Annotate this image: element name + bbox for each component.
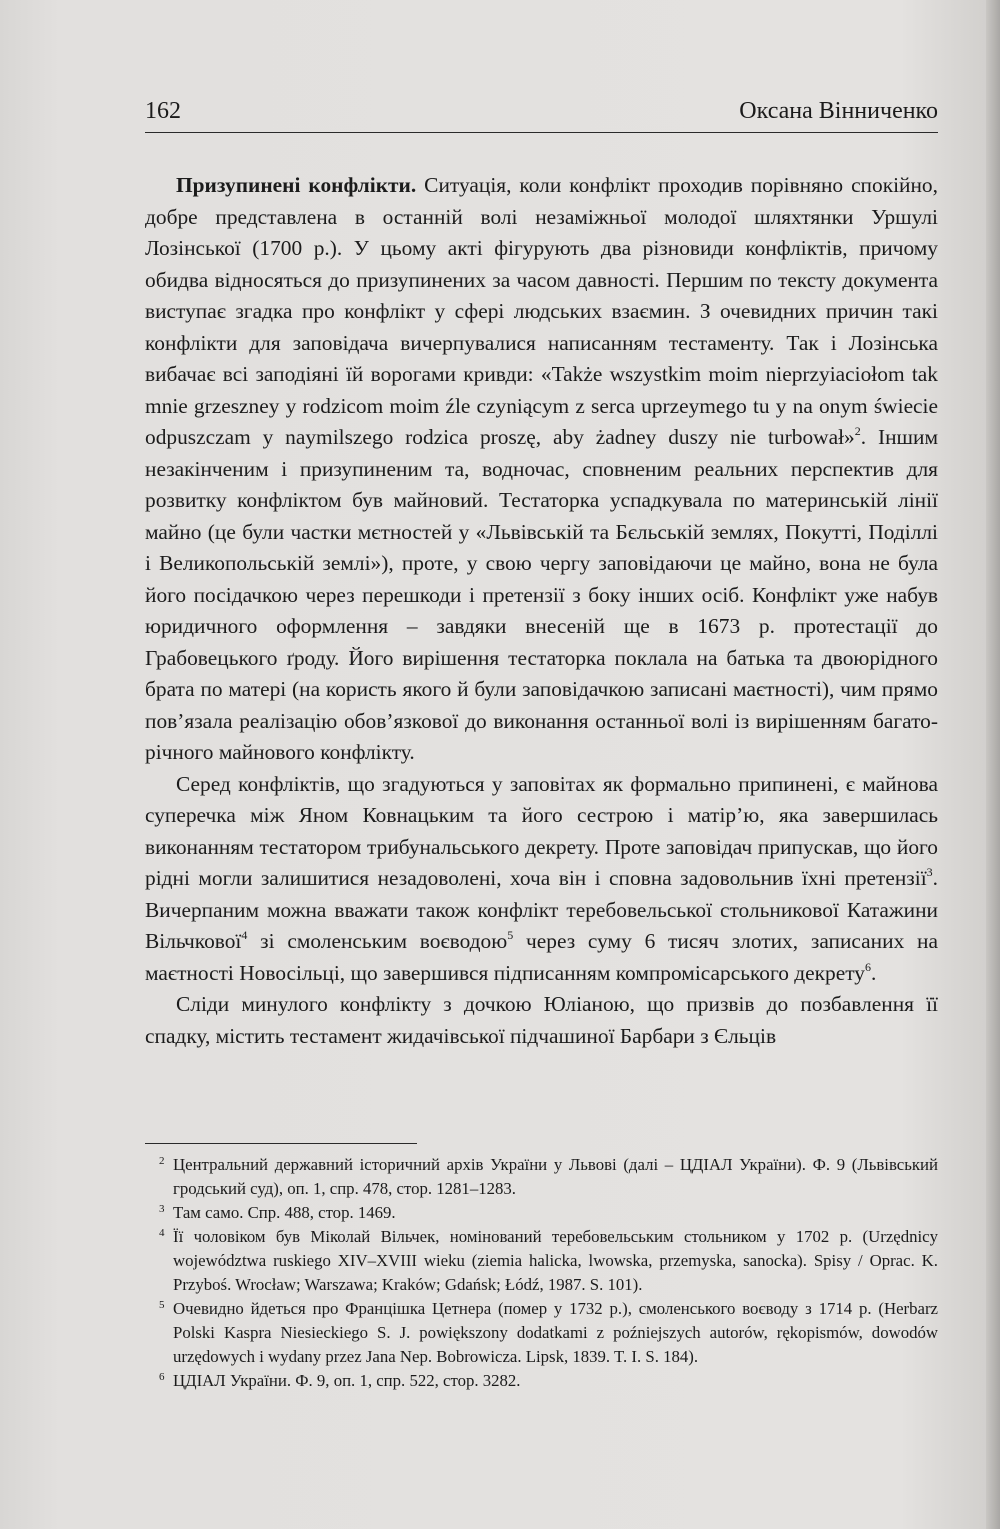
footnote-text: ЦДІАЛ України. Ф. 9, оп. 1, спр. 522, стор. 3282. (173, 1371, 521, 1390)
footnote (145, 1153, 938, 1201)
footnote (145, 1201, 938, 1225)
running-head: Оксана Вінниченко (739, 98, 938, 124)
page-edge-shadow (986, 0, 1000, 1529)
footnote-ref[interactable]: 4 (241, 928, 248, 942)
footnote-text: Її чоловіком був Міколай Вільчек, номінований теребовельським стольником у 1702 р. (Urzędnicy województwa ruskiego XIV–XVIII wieku (ziemia halicka, lwowska, przemyska, sanocka). Spisy / Oprac. K. Przyboś. Wrocław; Warszawa; Kraków; Gdańsk; Łódź, 1987. S. 101). (173, 1227, 938, 1294)
footnote-ref[interactable]: 6 (864, 959, 871, 974)
footnote-number: 5 (159, 1299, 165, 1311)
paragraph-text: зі смоленським воєводою (247, 929, 508, 953)
footnote-divider (145, 1143, 417, 1144)
paragraph-text: . Іншим незакінченим і призупиненим та, водночас, сповненим реальних перспектив для розвитку конфліктом був майновий. Тестаторка успадкувала по материнській лінії майно (це були частки мєтностей у «Львівській та Бєльській землях, Покутті, Поділлі і Великопольській землі»), проте, у свою чергу заповідаючи це майно, вона не була його посідачкою через перешкоди і претензії з боку інших осіб. Конфлікт уже набув юридичного оформлення – завдяки внесеній ще в 1673 р. протестації до Грабовецького ґроду. Його вирішення тестаторка поклала на батька та двоюрідного брата по матері (на користь якого й були заповідачкою записані маєтності), чим прямо пов’язала реалізацію обов’язкової до виконання останньої волі із вирішенням багаторічного майнового конфлікту. (145, 425, 938, 764)
footnote-number: 6 (159, 1371, 165, 1383)
paragraph-text: Сліди минулого конфлікту з дочкою Юліаною, що призвів до позбавлення її спадку, містить тестамент жидачівської підчашиної Барбари з Єльців (145, 992, 938, 1048)
footnote (145, 1225, 938, 1297)
footnote-number: 4 (159, 1227, 165, 1239)
footnote-number: 3 (159, 1203, 165, 1215)
paragraph (145, 769, 938, 990)
footnote-text: Там само. Спр. 488, стор. 1469. (173, 1203, 396, 1222)
footnote (145, 1297, 938, 1369)
paragraph-text: Ситуація, коли конфлікт проходив порівняно спокійно, добре представлена в останній волі незаміжньої молодої шляхтянки Уршулі Лозінської (1700 р.). У цьому акті фігурують два різновиди конфліктів, причому обидва відносяться до призупинених за часом давності. Першим по тексту документа виступає згадка про конфлікт у сфері людських взаємин. З очевидних причин такі конфлікти для заповідача вичерпувалися написанням тестаменту. Так і Лозінська вибачає всі заподіяні їй ворогами кривди: «Także wszystkim moim nieprzyiaciołom tak mnie grzeszney y rodzicom moim źle czyniącym z serca uprzeymego tu y na onym świecie odpuszczam y naymilszego rodzica proszę, aby żadney duszy nie turbował» (145, 173, 938, 449)
footnote-ref[interactable]: 5 (507, 928, 514, 942)
main-text (145, 170, 938, 1052)
footnote (145, 1369, 938, 1393)
paragraph (145, 989, 938, 1052)
footnote-ref[interactable]: 3 (926, 865, 933, 879)
paragraph-text: через суму 6 тисяч злотих, записаних на маєтності Новосільці, що завершився підписанням компромісарського декрету (145, 929, 938, 985)
page-header (145, 98, 938, 133)
footnote-text: Очевидно йдеться про Францішка Цетнера (помер у 1732 р.), смоленського воєводу з 1714 р. (Herbarz Polski Kaspra Niesieckiego S. J. powiększony dodatkami z poźniejszych autorów, rękopismów, dowodów urzędowych i wydany przez Jana Nep. Bobrowicza. Lipsk, 1839. T. I. S. 184). (173, 1299, 938, 1366)
section-title: Призупинені конфлікти. (176, 173, 417, 197)
paragraph-text: . Вичерпаним можна вважати також конфлікт теребовельської стольникової Катажини Вільчкової (145, 866, 938, 953)
footnotes (145, 1153, 938, 1393)
paragraph-text: Серед конфліктів, що згадуються у заповітах як формально припинені, є майнова суперечка між Яном Ковнацьким та його сестрою і матір’ю, яка завершилась виконанням тестатором трибунальського декрету. Проте заповідач припускав, що його рідні могли залишитися незадоволені, хоча він і сповна задовольнив їхні претензії (145, 771, 938, 890)
page-number: 162 (145, 98, 181, 124)
footnote-ref[interactable]: 2 (854, 424, 861, 438)
footnote-text: Центральний державний історичний архів України у Львові (далі – ЦДІАЛ України). Ф. 9 (Львівський гродський суд), оп. 1, спр. 478, стор. 1281–1283. (173, 1155, 938, 1198)
paragraph (145, 170, 938, 769)
paragraph-text: . (870, 960, 877, 985)
footnote-number: 2 (159, 1155, 165, 1167)
